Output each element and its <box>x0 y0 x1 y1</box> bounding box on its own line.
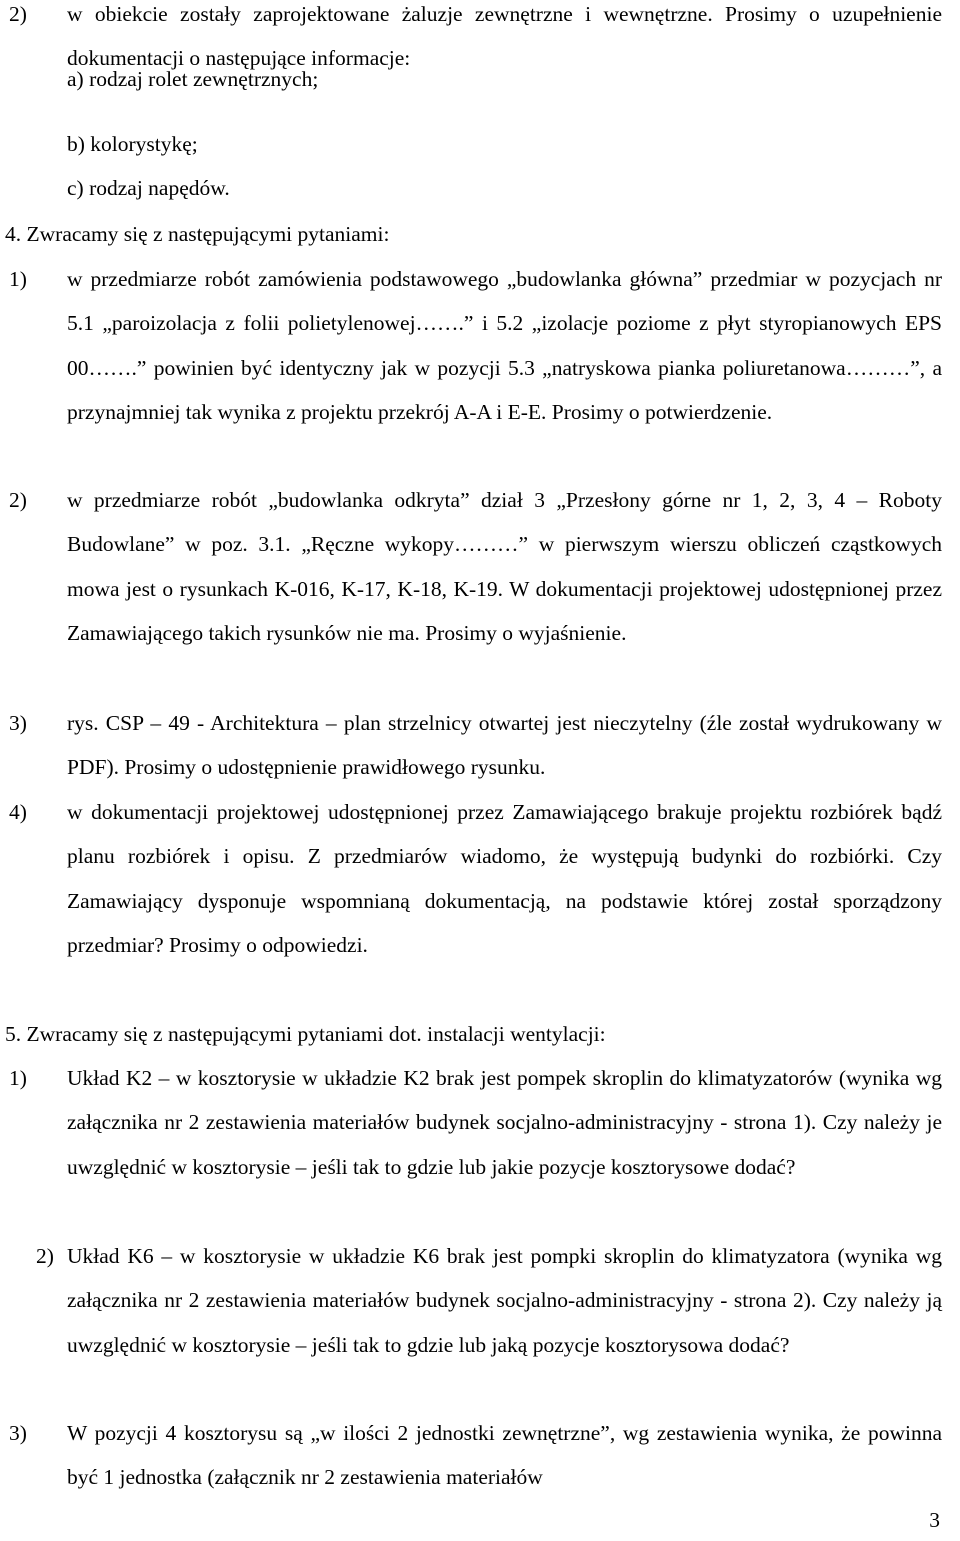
section-5-item-2 <box>36 1234 942 1367</box>
item-number: 3) <box>9 1421 27 1445</box>
section-5-item-3 <box>9 1411 942 1500</box>
item-number: 3) <box>9 711 27 735</box>
item-number: 1) <box>9 1066 27 1090</box>
item-number: 2) <box>9 2 27 26</box>
section-4-item-4 <box>9 790 942 967</box>
section-5-heading: 5. Zwracamy się z następującymi pytaniami dot. instalacji wentylacji: <box>5 1022 606 1046</box>
item-number: 1) <box>9 267 27 291</box>
section-4-item-2 <box>9 478 942 655</box>
section-4-item-1 <box>9 257 942 434</box>
item-text: Układ K2 – w kosztorysie w układzie K2 brak jest pompek skroplin do klimatyzatorów (wynika wg załącznika nr 2 zestawienia materiałów budynek socjalno-administracyjny - strona 1). Czy należy je uwzględnić w kosztorysie – jeśli tak to gdzie lub jakie pozycje kosztorysowe dodać? <box>67 1066 942 1179</box>
section-4-heading: 4. Zwracamy się z następującymi pytaniami: <box>5 222 390 246</box>
section-5-item-1 <box>9 1056 942 1189</box>
section-4-item-3 <box>9 701 942 790</box>
subitem-c: c) rodzaj napędów. <box>67 176 230 200</box>
item-text: w obiekcie zostały zaprojektowane żaluzje zewnętrzne i wewnętrzne. Prosimy o uzupełnienie dokumentacji o następujące informacje: <box>67 2 942 71</box>
item-text: Układ K6 – w kosztorysie w układzie K6 brak jest pompki skroplin do klimatyzatora (wynika wg załącznika nr 2 zestawienia materiałów budynek socjalno-administracyjny - strona 2). Czy należy ją uwzględnić w kosztorysie – jeśli tak to gdzie lub jaką pozycje kosztorysowa dodać? <box>67 1244 942 1357</box>
item-text: w dokumentacji projektowej udostępnionej przez Zamawiającego brakuje projektu rozbiórek bądź planu rozbiórek i opisu. Z przedmiarów wiadomo, że występują budynki do rozbiórki. Czy Zamawiający dysponuje wspomnianą dokumentacją, na podstawie której został sporządzony przedmiar? Prosimy o odpowiedzi. <box>67 800 942 957</box>
item-text: W pozycji 4 kosztorysu są „w ilości 2 jednostki zewnętrzne”, wg zestawienia wynika, że powinna być 1 jednostka (załącznik nr 2 zestawienia materiałów <box>67 1421 942 1490</box>
subitem-a: a) rodzaj rolet zewnętrznych; <box>67 67 319 91</box>
item-text: rys. CSP – 49 - Architektura – plan strzelnicy otwartej jest nieczytelny (źle został wydrukowany w PDF). Prosimy o udostępnienie prawidłowego rysunku. <box>67 711 942 780</box>
item-number: 2) <box>36 1244 54 1268</box>
page-number: 3 <box>929 1508 940 1532</box>
item-text: w przedmiarze robót „budowlanka odkryta” dział 3 „Przesłony górne nr 1, 2, 3, 4 – Roboty Budowlane” w poz. 3.1. „Ręczne wykopy………” w pierwszym wierszu obliczeń cząstkowych mowa jest o rysunkach K-016, K-17, K-18, K-19. W dokumentacji projektowej udostępnionej przez Zamawiającego takich rysunków nie ma. Prosimy o wyjaśnienie. <box>67 488 942 645</box>
item-text: w przedmiarze robót zamówienia podstawowego „budowlanka główna” przedmiar w pozycjach nr 5.1 „paroizolacja z folii polietylenowej…….” i 5.2 „izolacje poziome z płyt styropianowych EPS 00…….” powinien być identyczny jak w pozycji 5.3 „natryskowa pianka poliuretanowa………”, a przynajmniej tak wynika z projektu przekrój A-A i E-E. Prosimy o potwierdzenie. <box>67 267 942 424</box>
subitem-b: b) kolorystykę; <box>67 132 198 156</box>
item-number: 4) <box>9 800 27 824</box>
item-number: 2) <box>9 488 27 512</box>
